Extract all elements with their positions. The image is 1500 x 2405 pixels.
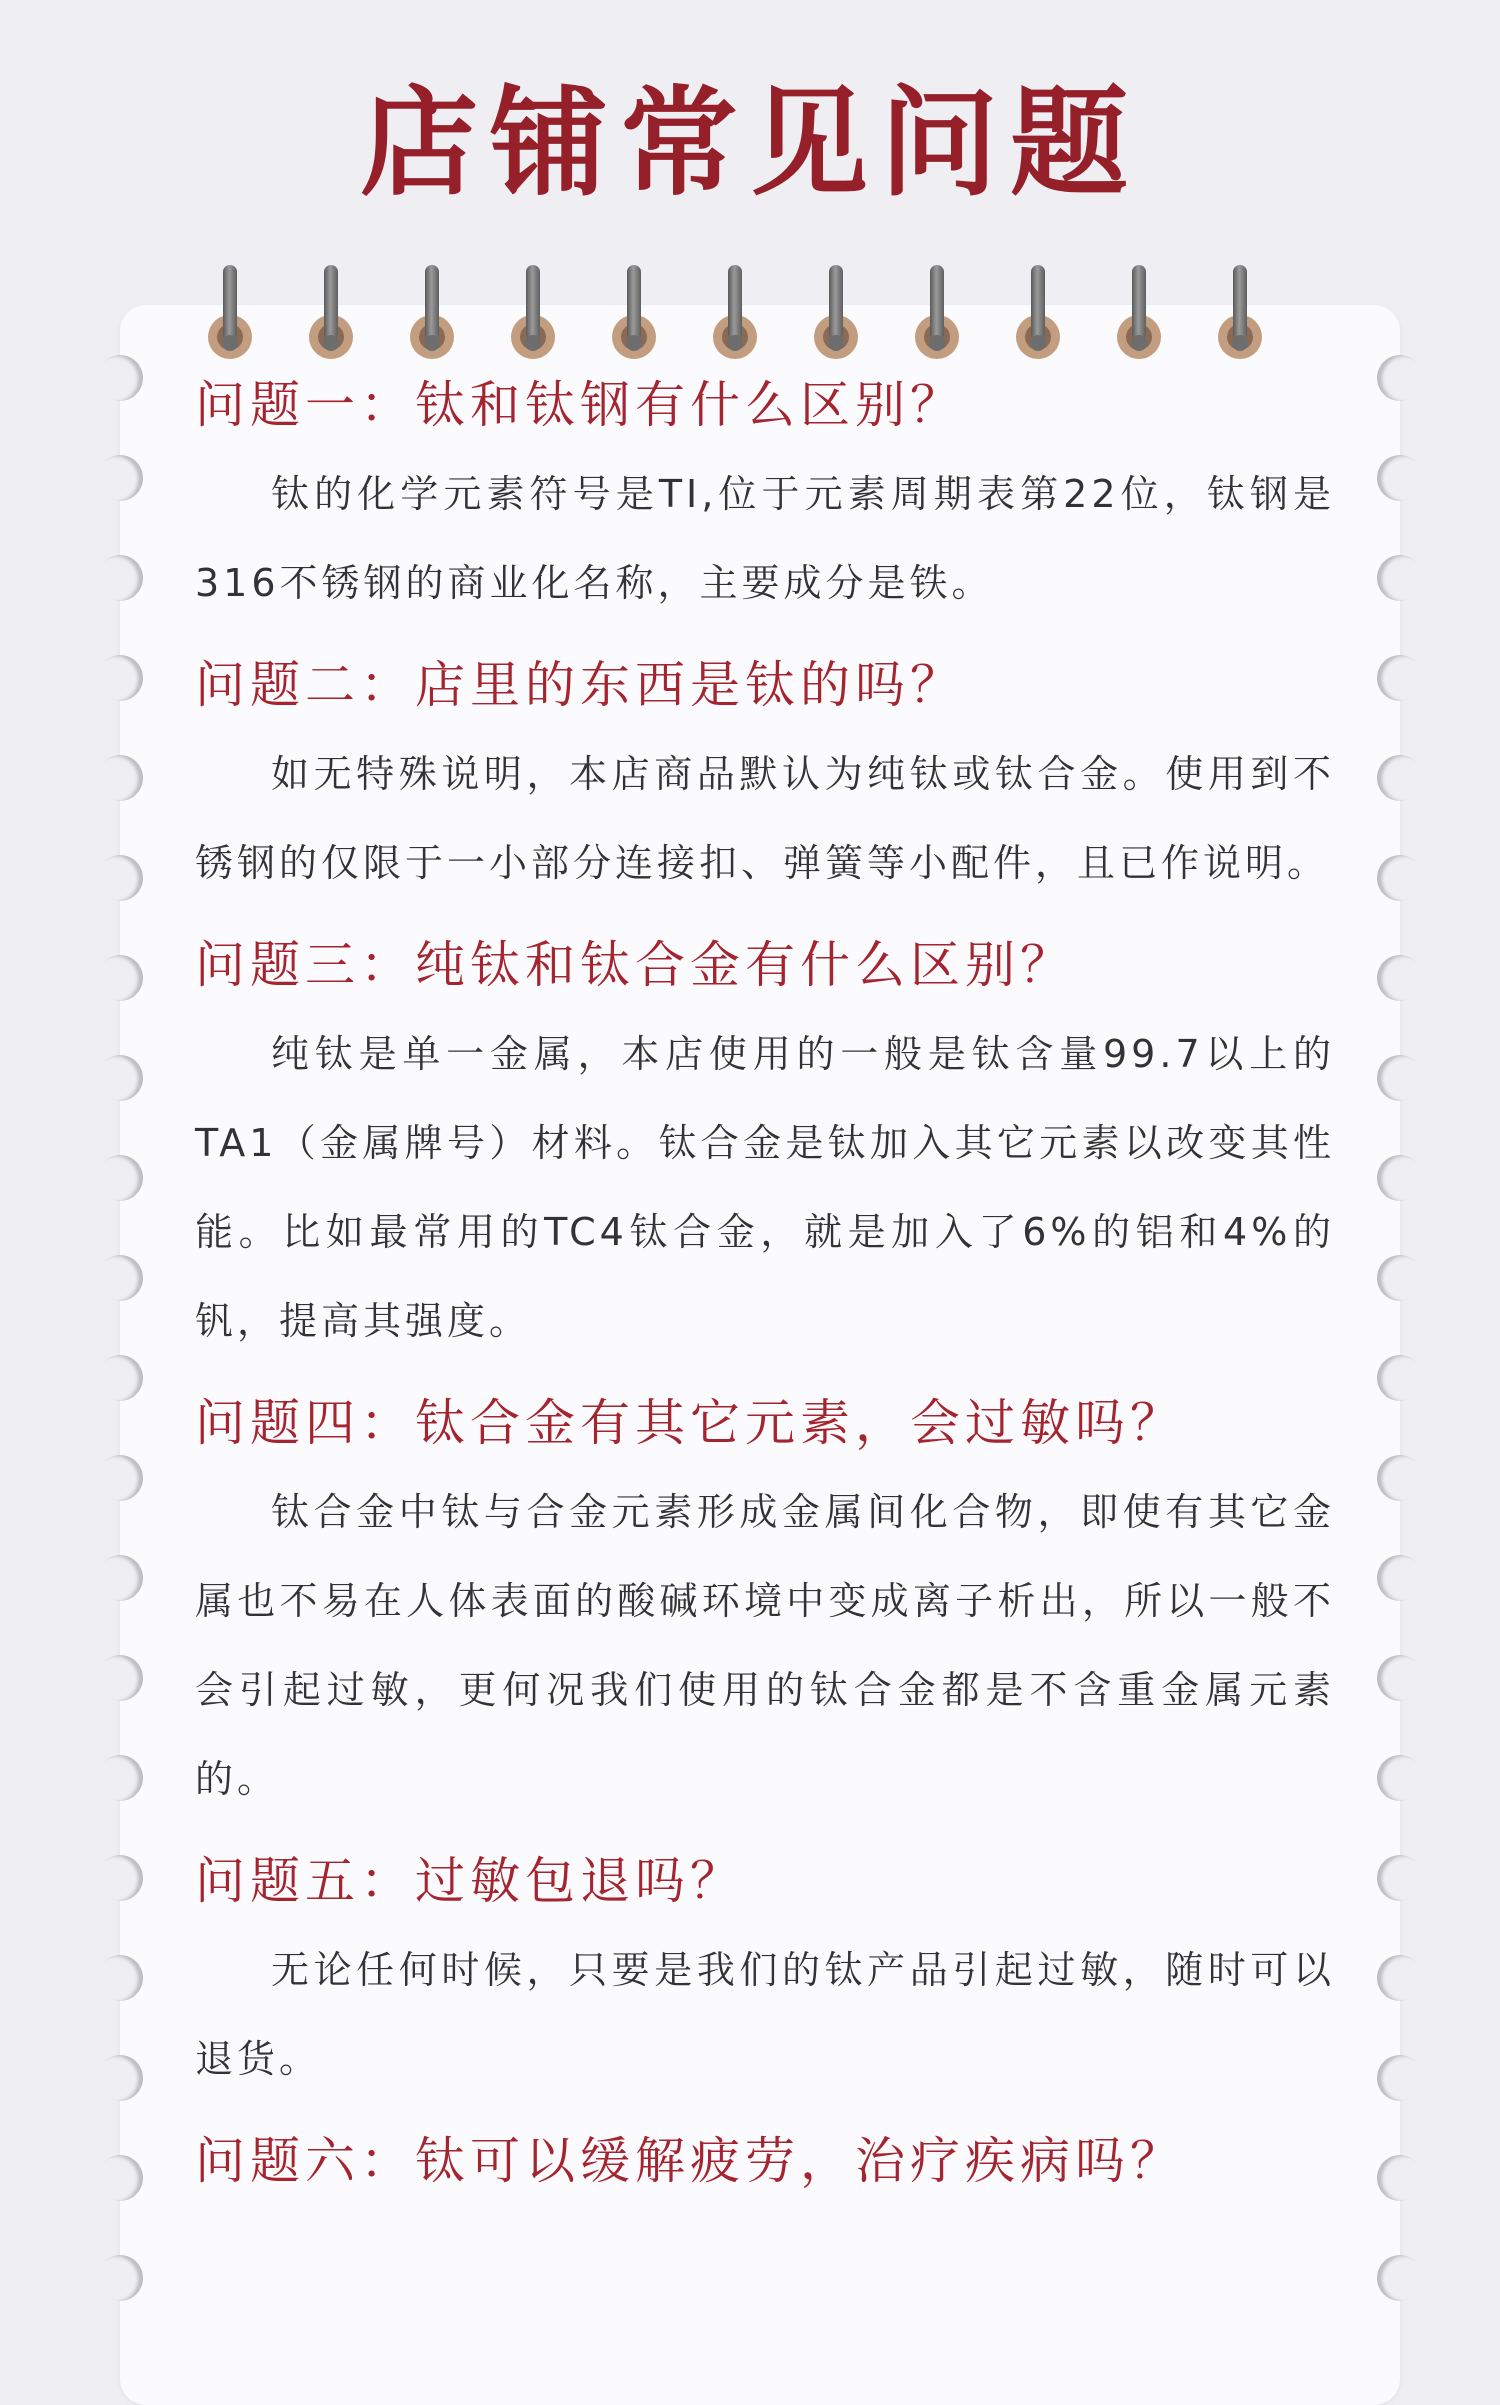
faq-question: 问题四：钛合金有其它元素，会过敏吗？: [195, 1394, 1185, 1452]
card-edge-notch: [1377, 1055, 1423, 1101]
binding-ring: [710, 265, 760, 365]
card-edge-notch: [97, 1155, 143, 1201]
card-edge-notch: [97, 955, 143, 1001]
card-edge-notch: [1377, 755, 1423, 801]
binding-ring: [306, 265, 356, 365]
card-edge-notch: [1377, 1555, 1423, 1601]
card-edge-notch: [97, 1855, 143, 1901]
faq-list: [195, 360, 1335, 2218]
card-edge-notch: [1377, 555, 1423, 601]
binding-ring: [508, 265, 558, 365]
binding-ring: [912, 265, 962, 365]
faq-question: 问题三：纯钛和钛合金有什么区别？: [195, 936, 1075, 994]
card-edge-notch: [1377, 855, 1423, 901]
card-edge-notch: [1377, 2255, 1423, 2301]
faq-question: 问题六：钛可以缓解疲劳，治疗疾病吗？: [195, 2132, 1185, 2190]
card-edge-notch: [1377, 1455, 1423, 1501]
card-edge-notch: [97, 455, 143, 501]
binding-ring: [1215, 265, 1265, 365]
card-edge-notch: [97, 2255, 143, 2301]
binding-ring: [1114, 265, 1164, 365]
card-edge-notch: [97, 2155, 143, 2201]
card-edge-notch: [1377, 1255, 1423, 1301]
card-edge-notch: [1377, 1955, 1423, 2001]
card-edge-notch: [97, 1355, 143, 1401]
faq-answer: 如无特殊说明，本店商品默认为纯钛或钛合金。使用到不锈钢的仅限于一小部分连接扣、弹簧等小配件，且已作说明。: [195, 752, 1335, 885]
card-edge-notch: [97, 1755, 143, 1801]
binding-ring: [609, 265, 659, 365]
card-edge-notch: [97, 1255, 143, 1301]
faq-item: [195, 360, 1335, 628]
card-edge-notch: [1377, 655, 1423, 701]
card-edge-notch: [97, 1955, 143, 2001]
binding-ring: [811, 265, 861, 365]
card-edge-notch: [1377, 2055, 1423, 2101]
notebook-binding-rings: [0, 265, 1500, 365]
faq-question: 问题一：钛和钛钢有什么区别？: [195, 376, 965, 434]
card-edge-notch: [1377, 1855, 1423, 1901]
card-edge-notch: [97, 2055, 143, 2101]
card-edge-notch: [1377, 455, 1423, 501]
faq-question: 问题五：过敏包退吗？: [195, 1852, 745, 1910]
faq-answer: 纯钛是单一金属，本店使用的一般是钛含量99.7以上的TA1（金属牌号）材料。钛合金是钛加入其它元素以改变其性能。比如最常用的TC4钛合金，就是加入了6%的铝和4%的钒，提高其强度。: [195, 1032, 1335, 1343]
faq-item: [195, 2116, 1335, 2206]
binding-ring: [205, 265, 255, 365]
faq-item: [195, 1836, 1335, 2104]
faq-question: 问题二：店里的东西是钛的吗？: [195, 656, 965, 714]
card-edge-notch: [97, 1655, 143, 1701]
card-edge-notch: [97, 1555, 143, 1601]
card-edge-notch: [97, 855, 143, 901]
faq-answer: 钛合金中钛与合金元素形成金属间化合物，即使有其它金属也不易在人体表面的酸碱环境中变成离子析出，所以一般不会引起过敏，更何况我们使用的钛合金都是不含重金属元素的。: [195, 1490, 1335, 1801]
faq-item: [195, 920, 1335, 1366]
card-edge-notch: [1377, 955, 1423, 1001]
faq-item: [195, 640, 1335, 908]
faq-answer: 钛的化学元素符号是TI,位于元素周期表第22位，钛钢是316不锈钢的商业化名称，主要成分是铁。: [195, 472, 1335, 605]
card-edge-notch: [97, 655, 143, 701]
faq-answer: 无论任何时候，只要是我们的钛产品引起过敏，随时可以退货。: [195, 1948, 1335, 2081]
card-edge-notch: [1377, 1655, 1423, 1701]
faq-item: [195, 1378, 1335, 1824]
binding-ring: [1013, 265, 1063, 365]
card-edge-notch: [97, 555, 143, 601]
card-edge-notch: [1377, 1755, 1423, 1801]
card-edge-notch: [1377, 2155, 1423, 2201]
card-edge-notch: [1377, 1355, 1423, 1401]
card-edge-notch: [97, 1055, 143, 1101]
card-edge-notch: [1377, 1155, 1423, 1201]
card-edge-notch: [97, 1455, 143, 1501]
binding-ring: [407, 265, 457, 365]
card-edge-notch: [97, 755, 143, 801]
page-title: 店铺常见问题: [359, 74, 1140, 212]
